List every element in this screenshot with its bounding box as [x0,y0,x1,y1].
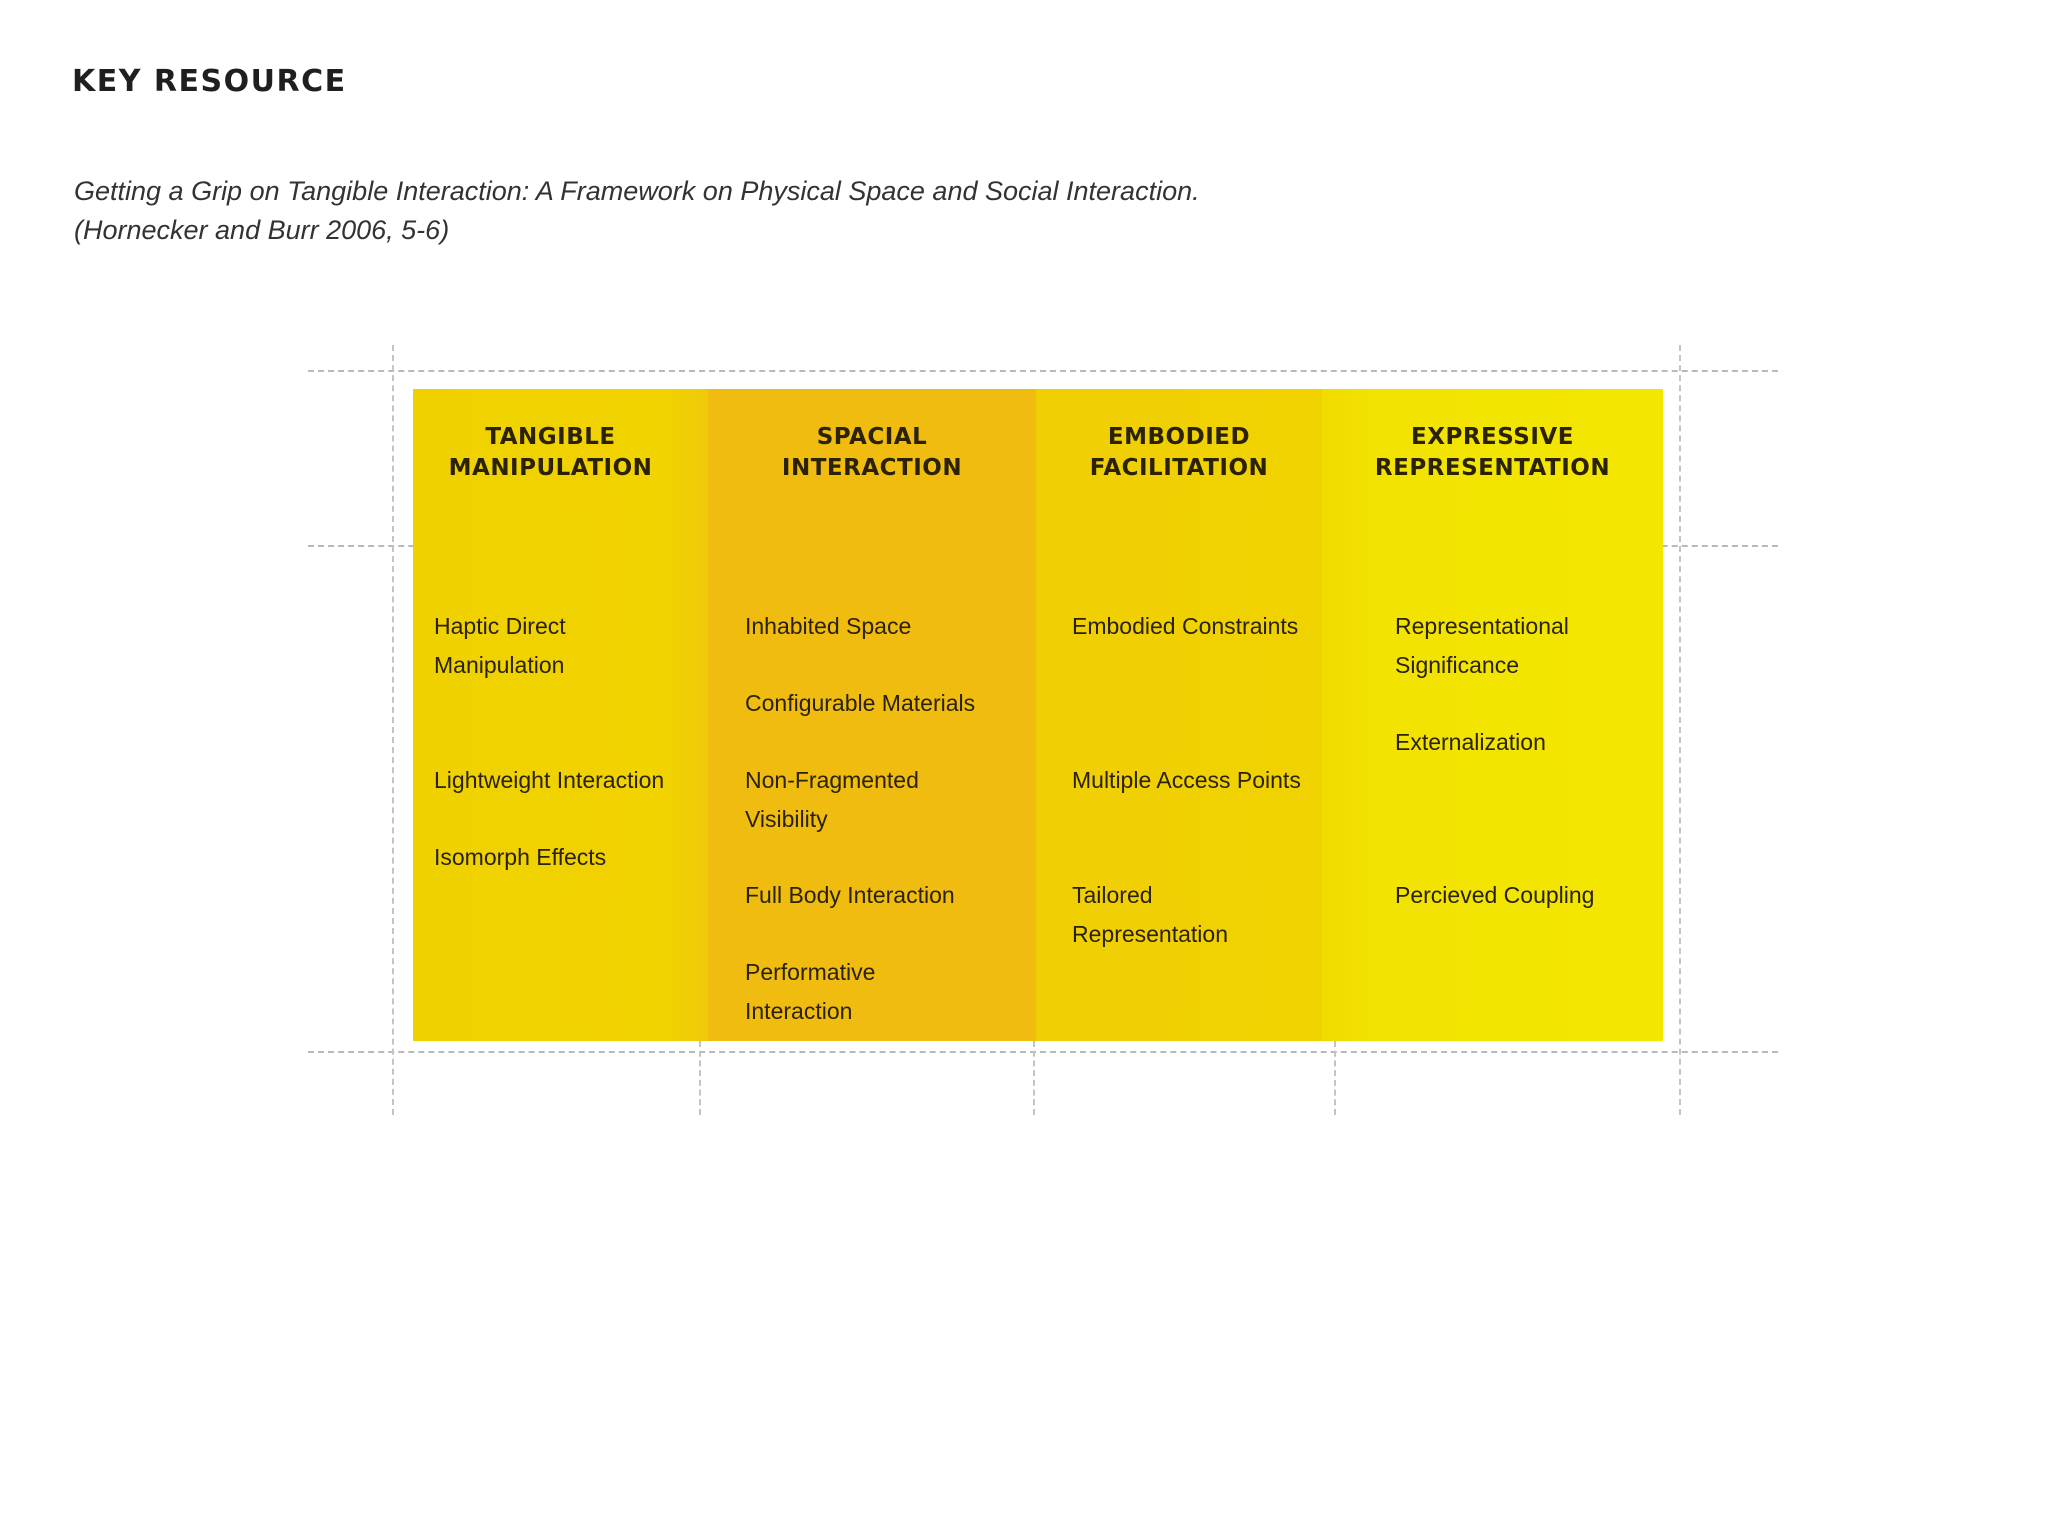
column-spacial-interaction [708,389,1036,1041]
column-title: TANGIBLE MANIPULATION [448,424,653,481]
framework-item: Lightweight Interaction [434,767,665,793]
guide-line-right [1679,345,1681,1115]
citation [74,172,1200,250]
citation-title: Getting a Grip on Tangible Interaction: A Framework on Physical Space and Social Interaction. [74,176,1200,206]
page-heading: KEY RESOURCE [72,64,347,99]
guide-line-col-2 [1033,1041,1035,1115]
column-title: EMBODIED FACILITATION [1089,424,1269,481]
framework-item: Isomorph Effects [434,844,607,870]
guide-line-top [308,370,1778,372]
framework-item: Non-Fragmented Visibility [745,767,919,832]
column-tangible-manipulation [413,389,708,1041]
framework-item: Externalization [1395,729,1546,755]
framework-item: Inhabited Space [745,613,912,639]
guide-line-bottom [308,1051,1778,1053]
column-expressive-representation [1322,389,1663,1041]
framework-item: Multiple Access Points [1072,767,1301,793]
framework-diagram [413,389,1663,1041]
column-title: EXPRESSIVE REPRESENTATION [1374,424,1611,481]
framework-item: Tailored Representation [1072,882,1228,947]
citation-reference: (Hornecker and Burr 2006, 5-6) [74,215,450,245]
framework-item: Embodied Constraints [1072,613,1299,639]
framework-item: Full Body Interaction [745,882,955,908]
guide-line-col-3 [1334,1041,1336,1115]
framework-item: Representational Significance [1395,613,1569,678]
guide-line-col-1 [699,1041,701,1115]
framework-item: Haptic Direct Manipulation [434,613,566,678]
column-title: SPACIAL INTERACTION [781,424,963,481]
framework-item: Configurable Materials [745,690,976,716]
column-embodied-facilitation [1036,389,1322,1041]
framework-item: Percieved Coupling [1395,882,1595,908]
framework-item: Performative Interaction [745,959,876,1024]
